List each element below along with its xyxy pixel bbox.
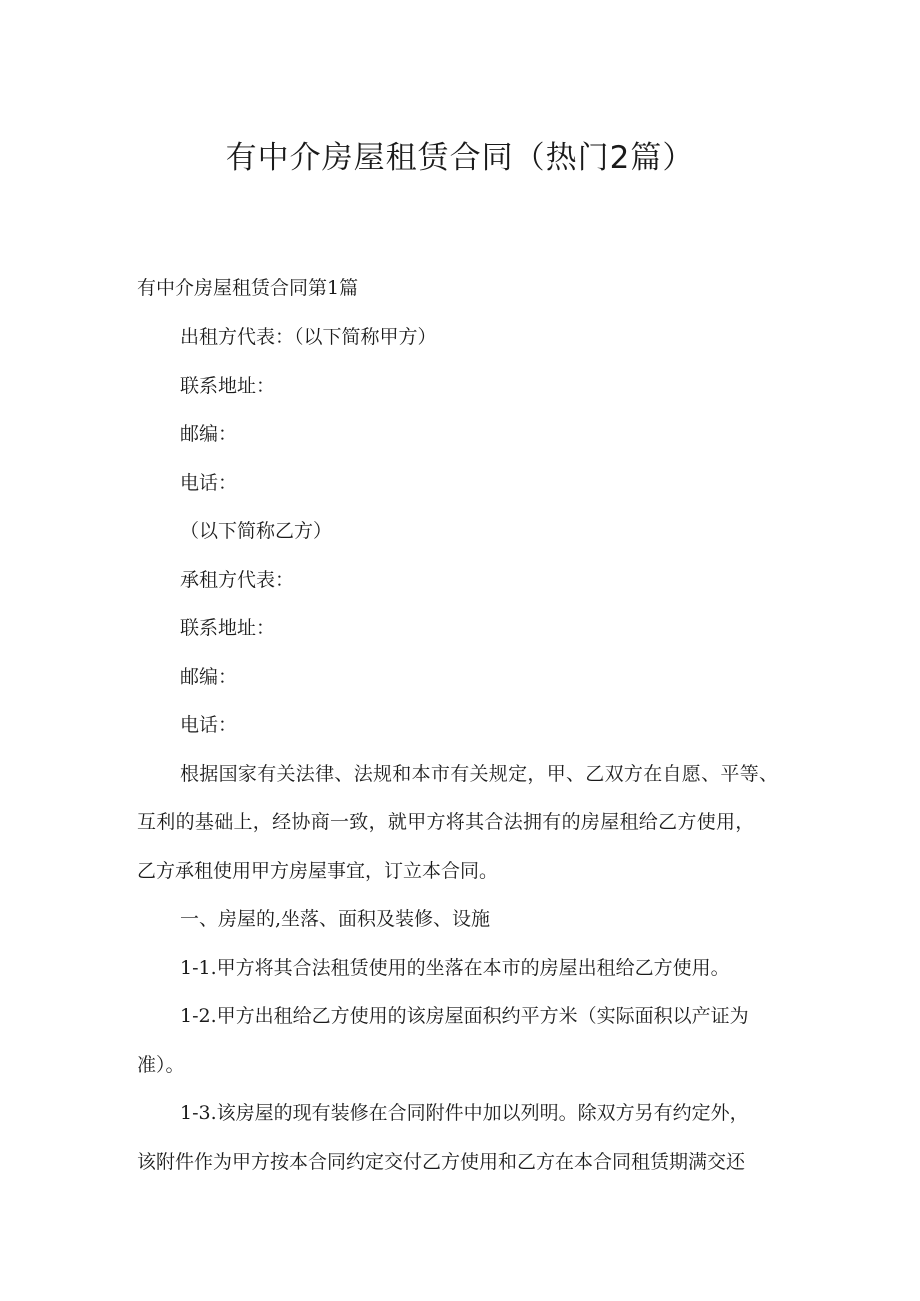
document-title: 有中介房屋租赁合同（热门2篇） <box>225 140 695 176</box>
clause-1-2-line-2: 准）。 <box>137 1054 185 1076</box>
preamble-line-2: 互利的基础上，经协商一致，就甲方将其合法拥有的房屋租给乙方使用， <box>137 811 755 833</box>
clause-1-1-line: 1-1.甲方将其合法租赁使用的坐落在本市的房屋出租给乙方使用。 <box>180 957 730 979</box>
lessee-representative-line: 承租方代表： <box>180 569 295 591</box>
lessee-alias-line: （以下简称乙方） <box>180 520 333 542</box>
lessor-phone-line: 电话： <box>180 472 238 494</box>
preamble-line-1: 根据国家有关法律、法规和本市有关规定，甲、乙双方在自愿、平等、 <box>180 763 779 785</box>
clause-1-3-line-1: 1-3.该房屋的现有装修在合同附件中加以列明。除双方另有约定外， <box>180 1102 749 1124</box>
preamble-line-3: 乙方承租使用甲方房屋事宜，订立本合同。 <box>137 860 499 882</box>
article-1-heading: 一、房屋的,坐落、面积及装修、设施 <box>180 908 491 930</box>
lessor-address-line: 联系地址： <box>180 375 276 397</box>
lessee-address-line: 联系地址： <box>180 617 276 639</box>
lessee-postcode-line: 邮编： <box>180 666 238 688</box>
clause-1-3-line-2: 该附件作为甲方按本合同约定交付乙方使用和乙方在本合同租赁期满交还 <box>137 1151 746 1173</box>
section-heading: 有中介房屋租赁合同第1篇 <box>137 277 359 299</box>
clause-1-2-line-1: 1-2.甲方出租给乙方使用的该房屋面积约平方米（实际面积以产证为 <box>180 1005 749 1027</box>
lessor-postcode-line: 邮编： <box>180 423 238 445</box>
lessee-phone-line: 电话： <box>180 714 238 736</box>
lessor-representative-line: 出租方代表：（以下简称甲方） <box>180 326 437 348</box>
